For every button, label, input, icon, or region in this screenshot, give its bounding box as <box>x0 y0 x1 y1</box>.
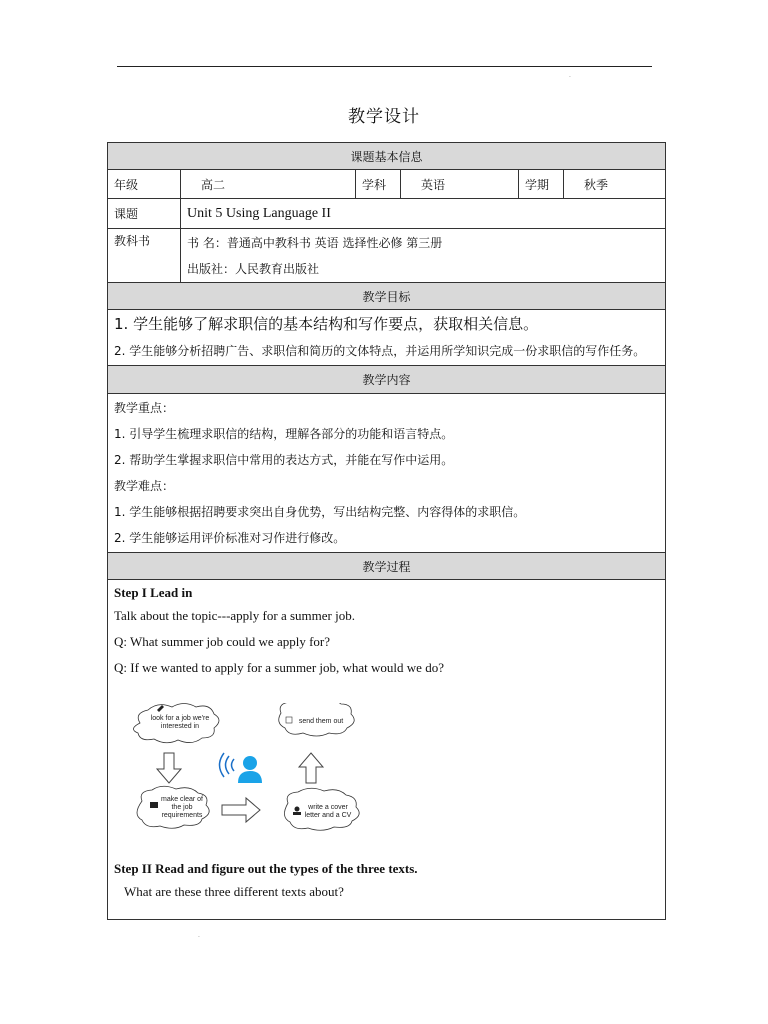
basic-info-header: 课题基本信息 <box>108 143 666 170</box>
textbook-line-2: 出版社：人民教育出版社 <box>187 261 320 276</box>
basic-info-header-row <box>108 143 666 170</box>
cloud-look-for-job <box>133 704 219 743</box>
term-value: 秋季 <box>564 170 666 199</box>
page-title: 教学设计 <box>348 107 420 127</box>
grade-row <box>108 170 666 199</box>
cloud-send-them-out <box>279 703 354 736</box>
down-arrow-icon <box>157 753 181 783</box>
cloud-job-requirements <box>137 786 209 828</box>
step2-line: What are these three different texts about? <box>124 884 344 899</box>
goals-header-row <box>108 283 666 310</box>
focus-cell <box>108 394 666 553</box>
term-label: 学期 <box>519 170 564 199</box>
right-arrow-icon <box>222 798 260 822</box>
key-point-item: 1. 引导学生梳理求职信的结构，理解各部分的功能和语言特点。 <box>114 427 454 441</box>
difficulty-item: 1. 学生能够根据招聘要求突出自身优势，写出结构完整、内容得体的求职信。 <box>114 505 526 519</box>
cloud2-line: send them out <box>298 718 344 725</box>
key-points-title: 教学重点： <box>114 401 175 415</box>
grade-label: 年级 <box>108 170 181 199</box>
person-icon <box>220 753 263 783</box>
step1-title: Step I Lead in <box>114 585 193 600</box>
goals-header: 教学目标 <box>108 283 666 310</box>
job-application-diagram <box>128 703 378 843</box>
cloud3-line: make clear of <box>160 796 204 803</box>
cloud4-line: write a cover <box>308 804 348 811</box>
textbook-line-1: 书 名：普通高中教科书 英语 选择性必修 第三册 <box>187 235 443 250</box>
cloud4-line: letter and a CV <box>304 812 352 819</box>
decorative-dot: . <box>569 72 571 79</box>
cloud1-line: look for a job we're <box>150 715 210 722</box>
focus-header: 教学内容 <box>108 366 666 394</box>
topic-row <box>108 199 666 229</box>
grade-value: 高二 <box>181 170 356 199</box>
topic-value: Unit 5 Using Language II <box>181 199 666 229</box>
step1-line: Q: If we wanted to apply for a summer job, what would we do? <box>114 660 444 675</box>
up-arrow-icon <box>299 753 323 783</box>
textbook-cell <box>181 229 666 283</box>
process-header-row <box>108 553 666 580</box>
topic-label: 课题 <box>108 199 181 229</box>
lesson-plan-table <box>107 142 666 920</box>
cloud3-line: the job <box>171 804 193 811</box>
goals-row <box>108 310 666 366</box>
difficulty-item: 2. 学生能够运用评价标准对习作进行修改。 <box>114 531 346 545</box>
header-rule <box>117 66 652 67</box>
goal-item: 2. 学生能够分析招聘广告、求职信和简历的文体特点，并运用所学知识完成一份求职信的写作任务。 <box>114 343 646 358</box>
goal-item: 1. 学生能够了解求职信的基本结构和写作要点，获取相关信息。 <box>114 314 539 333</box>
focus-row <box>108 394 666 553</box>
decorative-dot: . <box>198 932 200 939</box>
cloud3-line: requirements <box>161 812 203 819</box>
focus-header-row <box>108 366 666 394</box>
step1-line: Q: What summer job could we apply for? <box>114 634 331 649</box>
step2-title: Step II Read and figure out the types of the three texts. <box>114 861 418 876</box>
key-point-item: 2. 帮助学生掌握求职信中常用的表达方式，并能在写作中运用。 <box>114 453 454 467</box>
process-cell <box>108 580 666 920</box>
process-header: 教学过程 <box>108 553 666 580</box>
cloud-write-cover-letter <box>284 788 359 830</box>
cloud1-line: interested in <box>160 723 200 730</box>
process-row <box>108 580 666 920</box>
textbook-label: 教科书 <box>108 229 181 283</box>
textbook-row <box>108 229 666 283</box>
goals-cell <box>108 310 666 366</box>
subject-value: 英语 <box>401 170 519 199</box>
step1-line: Talk about the topic---apply for a summer job. <box>114 608 355 623</box>
subject-label: 学科 <box>356 170 401 199</box>
difficulties-title: 教学难点： <box>114 479 175 493</box>
